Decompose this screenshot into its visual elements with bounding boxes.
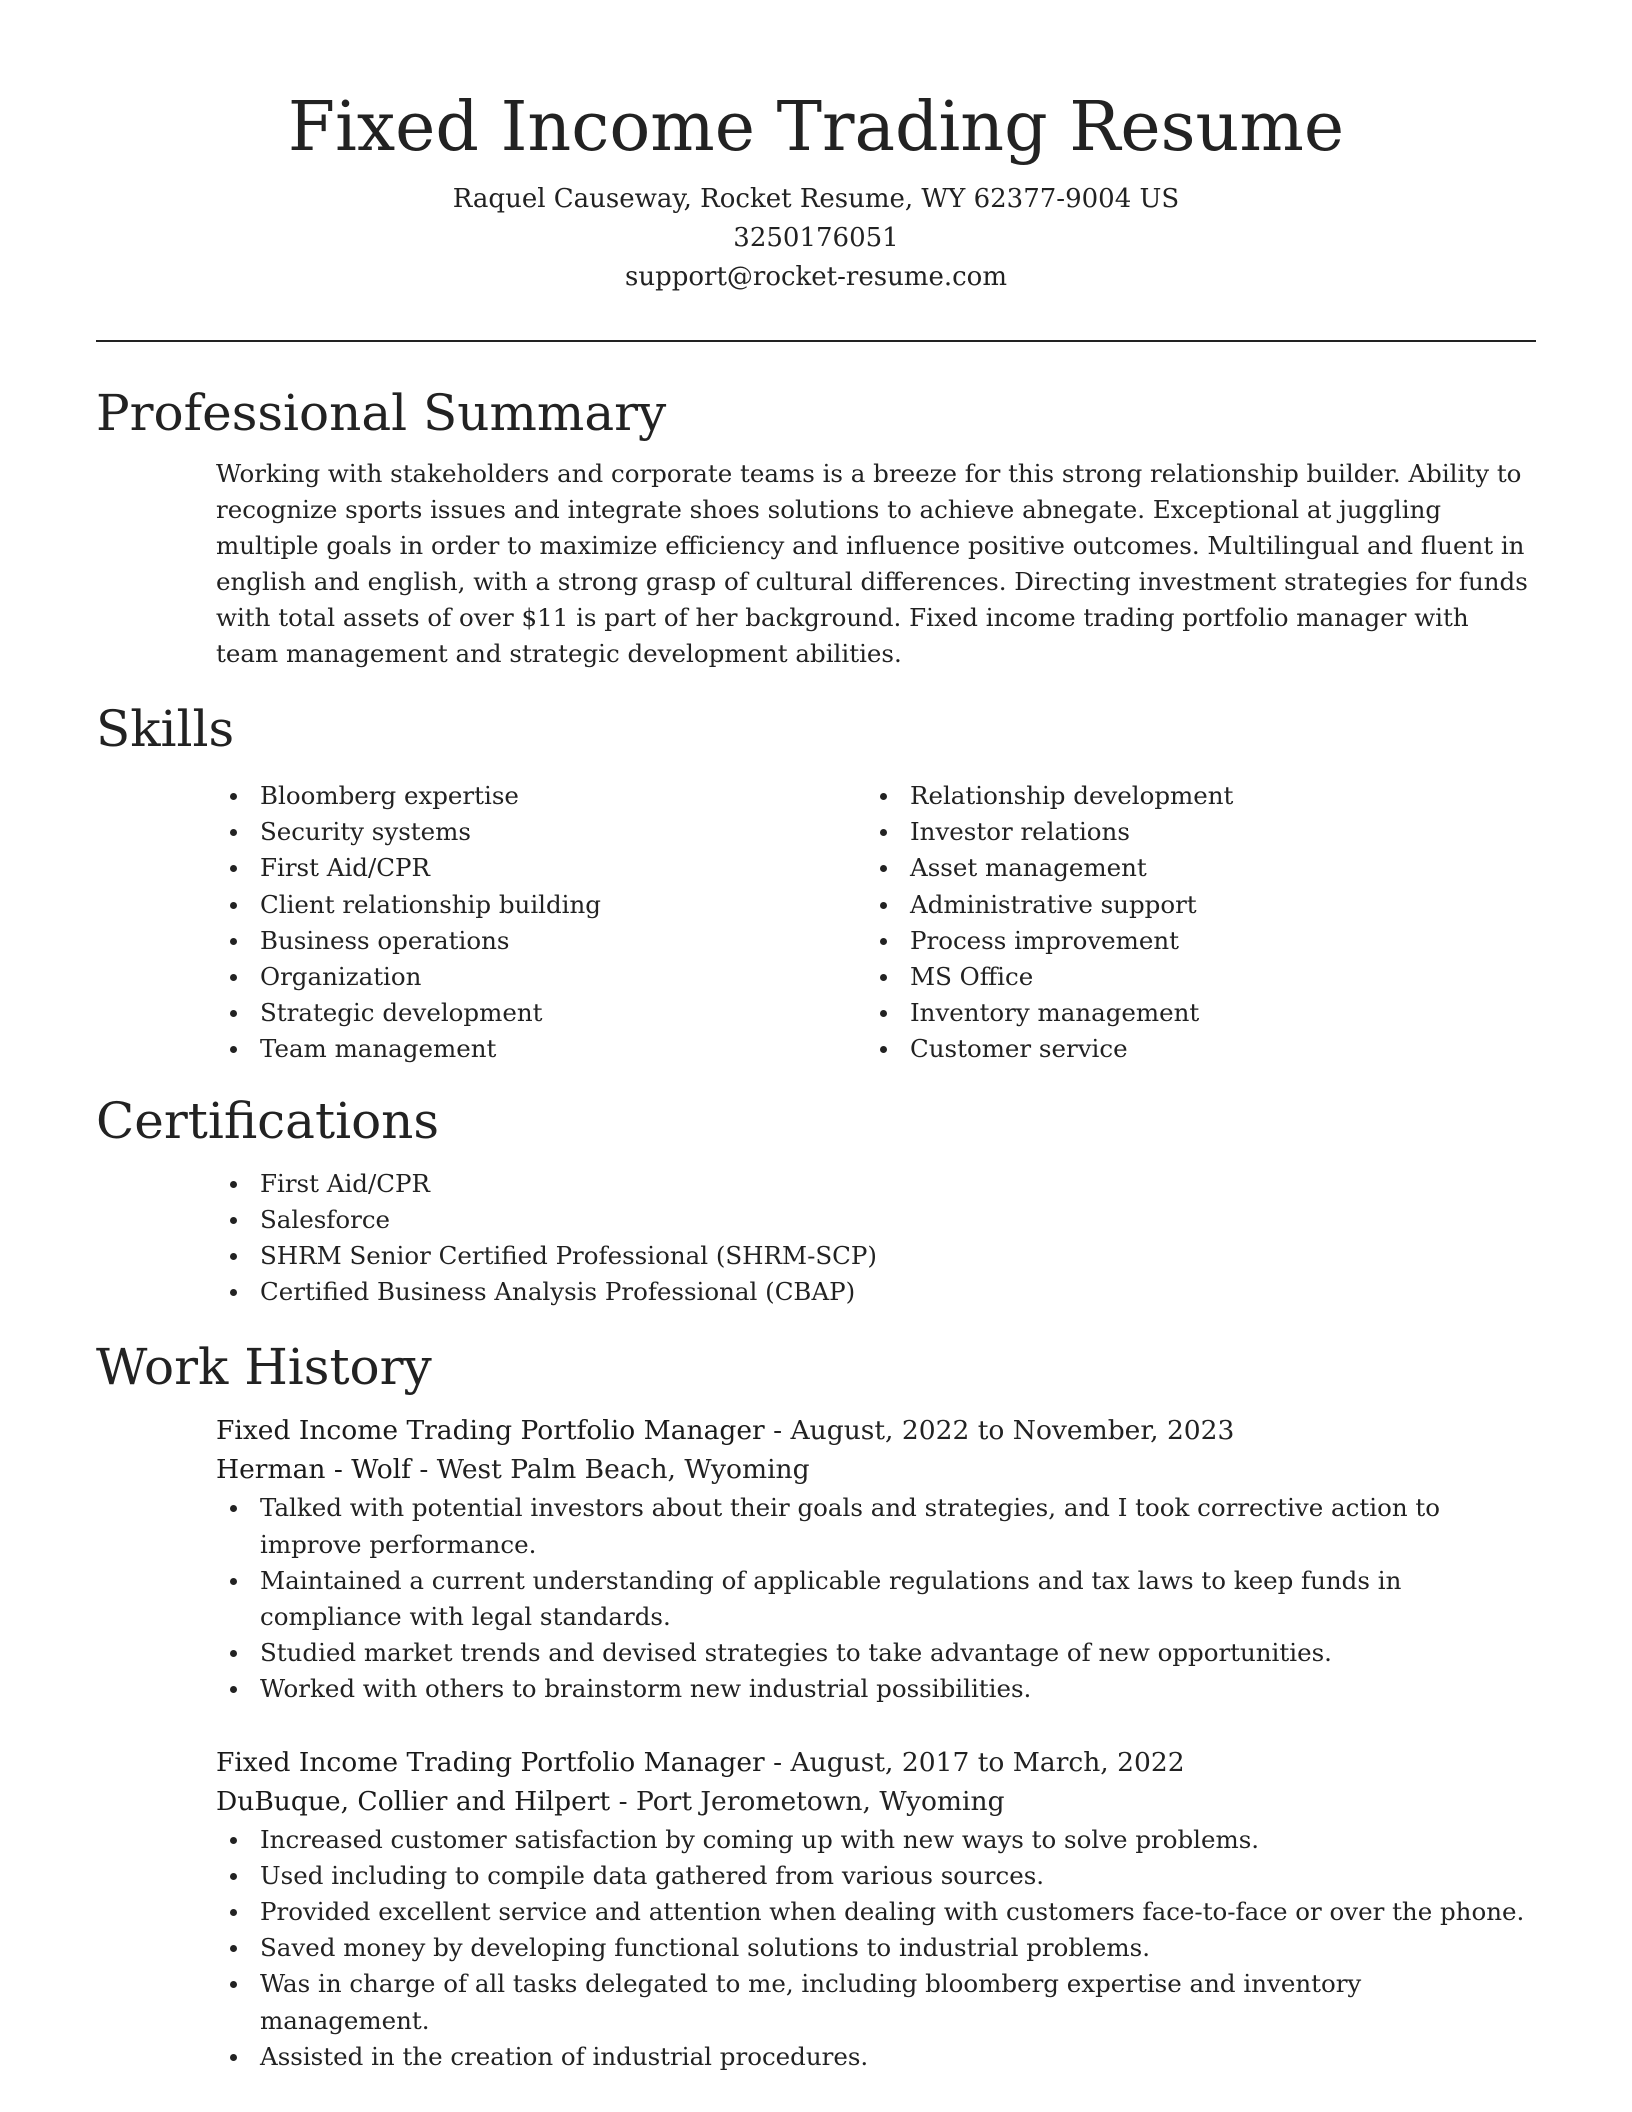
job-duty-item: Studied market trends and devised strategies to take advantage of new opportunities. (260, 1635, 1536, 1671)
job-separator: - (419, 1454, 437, 1486)
resume-title: Fixed Income Trading Resume (287, 88, 1345, 167)
job-entry (216, 1744, 1536, 2075)
job-dates: August, 2017 to March, 2022 (790, 1746, 1185, 1778)
job-company: DuBuque, Collier and Hilpert (216, 1785, 611, 1817)
job-duty-item: Provided excellent service and attention when dealing with customers face-to-face or over the phone. (260, 1894, 1536, 1930)
job-duty-item: Used including to compile data gathered from various sources. (260, 1858, 1536, 1894)
skill-item: Bloomberg expertise (260, 778, 866, 814)
certification-item: Salesforce (260, 1202, 1536, 1238)
skill-item: Team management (260, 1031, 866, 1067)
job-title: Fixed Income Trading Portfolio Manager (216, 1415, 765, 1447)
job-duties (216, 1490, 1536, 1707)
job-dates: August, 2022 to November, 2023 (790, 1415, 1235, 1447)
job-location: Port Jerometown, Wyoming (635, 1785, 1005, 1817)
resume-header (0, 0, 1632, 297)
job-duty-item: Maintained a current understanding of applicable regulations and tax laws to keep funds in compliance with legal standards. (260, 1563, 1536, 1635)
job-separator: - (773, 1746, 791, 1778)
job-duty-item: Was in charge of all tasks delegated to me, including bloomberg expertise and inventory management. (260, 1966, 1536, 2038)
skill-item: Administrative support (910, 887, 1516, 923)
job-duty-item: Saved money by developing functional solutions to industrial problems. (260, 1930, 1536, 1966)
summary-text: Working with stakeholders and corporate teams is a breeze for this strong relationship builder. Ability to recognize sports issues and integrate shoes solutions to achieve abnegate. Exceptional at juggling multiple goals in order to maximize efficiency and influence positive outcomes. Multilingual and fluent in english and english, with a strong grasp of cultural differences. Directing investment strategies for funds with total assets of over $11 is part of her background. Fixed income trading portfolio manager with team management and strategic development abilities. (216, 459, 1528, 668)
skill-item: Investor relations (910, 814, 1516, 850)
skill-item: Process improvement (910, 923, 1516, 959)
skills-heading: Skills (96, 700, 235, 758)
skill-item: MS Office (910, 959, 1516, 995)
skill-item: Business operations (260, 923, 866, 959)
job-location: West Palm Beach, Wyoming (436, 1454, 810, 1486)
skill-item: Customer service (910, 1031, 1516, 1067)
job-separator: - (618, 1785, 636, 1817)
skill-item: Relationship development (910, 778, 1516, 814)
job-duty-item: Talked with potential investors about their goals and strategies, and I took corrective action to improve performance. (260, 1490, 1536, 1562)
job-entry (216, 1412, 1536, 1707)
job-company: Herman - Wolf (216, 1454, 411, 1486)
header-divider (96, 340, 1536, 342)
contact-address: Raquel Causeway, Rocket Resume, WY 62377-9004 US (452, 184, 1180, 214)
skill-item: Strategic development (260, 995, 866, 1031)
job-title: Fixed Income Trading Portfolio Manager (216, 1746, 765, 1778)
job-duty-item: Assisted in the creation of industrial procedures. (260, 2039, 1536, 2075)
job-separator: - (773, 1415, 791, 1447)
skill-item: Organization (260, 959, 866, 995)
job-duties (216, 1822, 1536, 2075)
job-title-line (216, 1412, 1536, 1450)
skills-column-left (216, 778, 866, 1068)
contact-email: support@rocket-resume.com (624, 262, 1007, 292)
skill-item: Security systems (260, 814, 866, 850)
certification-item: Certified Business Analysis Professional (CBAP) (260, 1274, 1536, 1310)
certification-item: First Aid/CPR (260, 1166, 1536, 1202)
resume-body (96, 378, 1536, 2075)
job-company-line (216, 1782, 1536, 1822)
job-title-line (216, 1744, 1536, 1782)
skills-list (216, 778, 1536, 1068)
job-duty-item: Increased customer satisfaction by coming up with new ways to solve problems. (260, 1822, 1536, 1858)
certifications-heading: Certifications (96, 1091, 440, 1150)
skill-item: Client relationship building (260, 887, 866, 923)
skill-item: Inventory management (910, 995, 1516, 1031)
skill-item: Asset management (910, 850, 1516, 886)
skill-item: First Aid/CPR (260, 850, 866, 886)
job-duty-item: Worked with others to brainstorm new industrial possibilities. (260, 1671, 1536, 1707)
summary-heading: Professional Summary (96, 384, 667, 442)
certification-item: SHRM Senior Certified Professional (SHRM-SCP) (260, 1238, 1536, 1274)
contact-phone: 3250176051 (733, 223, 899, 253)
certifications-list (216, 1166, 1536, 1311)
work-history-heading: Work History (96, 1338, 432, 1397)
job-company-line (216, 1450, 1536, 1490)
skills-column-right (866, 778, 1516, 1068)
